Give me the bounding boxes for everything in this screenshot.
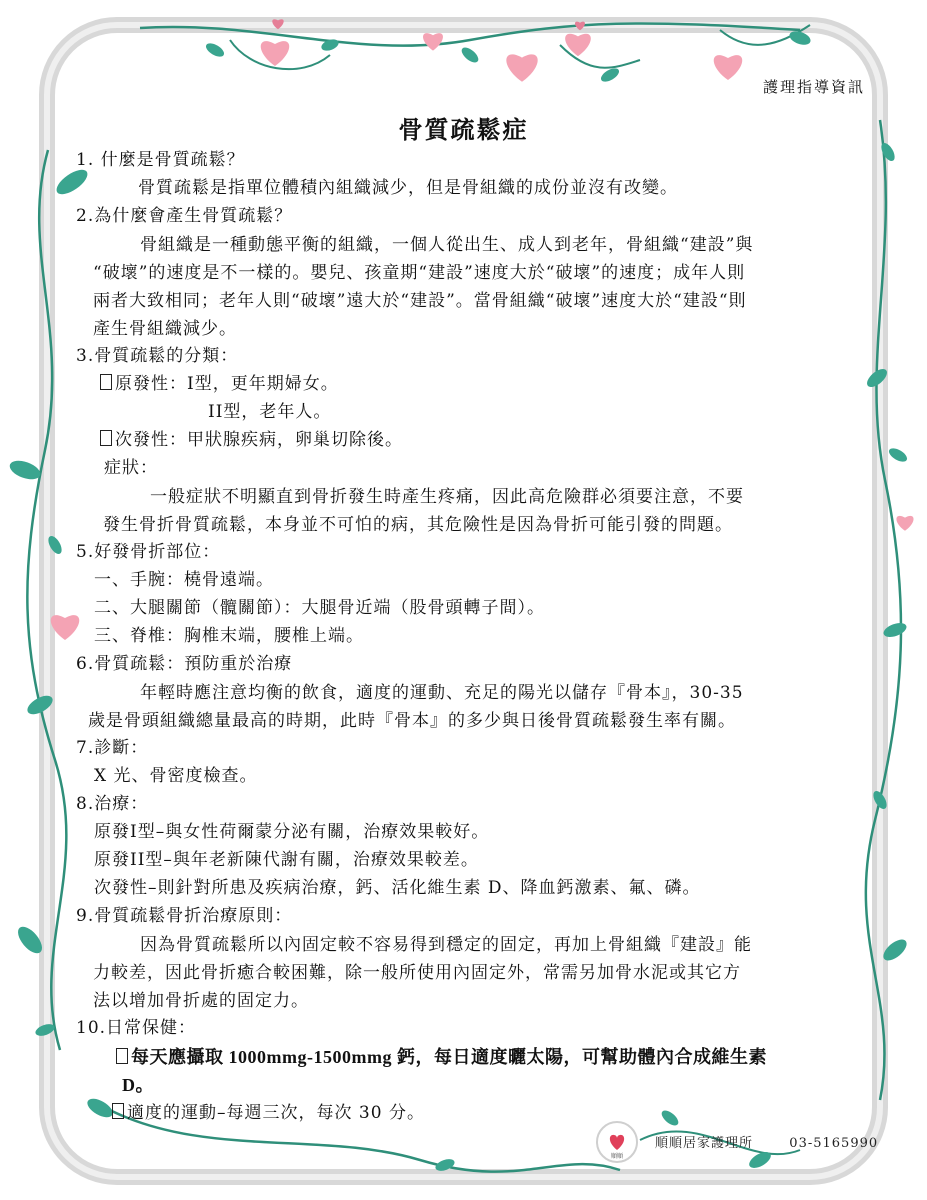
text-line xyxy=(103,511,733,539)
text-line xyxy=(76,342,238,370)
text-line-content: 症狀： xyxy=(104,458,158,478)
text-line xyxy=(76,202,292,230)
text-line xyxy=(208,398,331,426)
text-line xyxy=(122,1071,154,1099)
text-line xyxy=(93,287,747,315)
text-line xyxy=(94,818,489,846)
heart-icon xyxy=(896,516,913,531)
heart-icon xyxy=(261,41,290,66)
leaf-icon xyxy=(84,1095,115,1121)
text-line-content: X 光、骨密度檢查。 xyxy=(94,766,258,786)
text-line-content: 歲是骨頭組織總量最高的時期，此時『骨本』的多少與日後骨質疏鬆發生率有關。 xyxy=(88,711,736,731)
checkbox-glyph-icon xyxy=(100,374,112,390)
text-line-content: 一般症狀不明顯直到骨折發生時產生疼痛，因此高危險群必須要注意，不要 xyxy=(150,487,744,507)
leaf-icon xyxy=(459,45,481,66)
text-line-content: 法以增加骨折處的固定力。 xyxy=(93,991,309,1011)
text-line-content: 兩者大致相同；老年人則“破壞”遠大於“建設”。當骨組織“破壞”速度大於“建設“則 xyxy=(93,291,747,311)
text-line-content: 三、脊椎：胸椎末端，腰椎上端。 xyxy=(94,626,364,646)
text-line-content: 8.治療： xyxy=(76,794,149,814)
footer-clinic-name: 順順居家護理所 xyxy=(655,1136,754,1151)
text-line-content: 9.骨質疏鬆骨折治療原則： xyxy=(76,906,293,926)
text-line xyxy=(104,454,158,482)
leaf-icon xyxy=(659,1108,681,1129)
text-line xyxy=(140,931,752,959)
text-line-content: 二、大腿關節（髖關節）：大腿骨近端（股骨頭轉子間）。 xyxy=(94,598,545,618)
text-line xyxy=(76,902,292,930)
text-line xyxy=(94,762,258,790)
checkbox-glyph-icon xyxy=(116,1048,128,1064)
text-line xyxy=(138,174,678,202)
text-line-content: 適度的運動–每週三次，每次 30 分。 xyxy=(127,1103,425,1123)
text-line-content: D。 xyxy=(122,1075,154,1095)
heart-icon xyxy=(423,33,443,50)
text-line-content: II型，老年人。 xyxy=(208,402,332,422)
heart-icon xyxy=(714,55,743,80)
text-line-content: 原發性：I型，更年期婦女。 xyxy=(115,374,339,394)
text-line-content: 次發性–則針對所患及疾病治療，鈣、活化維生素 D、降血鈣激素、氟、磷。 xyxy=(94,878,701,898)
text-line xyxy=(93,259,745,287)
text-line xyxy=(140,679,744,707)
text-line xyxy=(76,538,220,566)
text-line xyxy=(93,315,237,343)
text-line xyxy=(100,370,339,398)
header-label: 護理指導資訊 xyxy=(762,78,865,96)
text-line xyxy=(116,1043,767,1071)
text-line-content: 2.為什麼會產生骨質疏鬆？ xyxy=(76,206,293,226)
text-line xyxy=(93,959,741,987)
text-line-content: 因為骨質疏鬆所以內固定較不容易得到穩定的固定，再加上骨組織『建設』能 xyxy=(140,935,752,955)
text-line-content: 1. 什麼是骨質疏鬆？ xyxy=(76,150,245,170)
text-line-content: 3.骨質疏鬆的分類： xyxy=(76,346,239,366)
text-line xyxy=(94,622,364,650)
text-line xyxy=(94,594,545,622)
text-line xyxy=(94,874,701,902)
text-line xyxy=(94,566,274,594)
checkbox-glyph-icon xyxy=(100,430,112,446)
heart-icon xyxy=(51,615,80,640)
text-line-content: 力較差，因此骨折癒合較困難，除一般所使用內固定外，常需另加骨水泥或其它方 xyxy=(93,963,741,983)
text-line-content: 5.好發骨折部位： xyxy=(76,542,221,562)
text-line xyxy=(76,146,245,174)
text-line xyxy=(112,1099,425,1127)
text-line xyxy=(76,790,148,818)
text-line xyxy=(140,231,753,259)
text-line xyxy=(100,426,403,454)
text-line xyxy=(88,707,736,735)
text-line xyxy=(76,734,148,762)
text-line-content: 次發性：甲狀腺疾病，卵巢切除後。 xyxy=(115,430,403,450)
leaf-icon xyxy=(7,457,43,483)
text-line-content: 原發I型–與女性荷爾蒙分泌有關，治療效果較好。 xyxy=(94,822,490,842)
heart-icon xyxy=(506,54,537,81)
svg-text:順順: 順順 xyxy=(610,1153,624,1160)
text-line-content: 一、手腕：橈骨遠端。 xyxy=(94,570,274,590)
page-title: 骨質疏鬆症 xyxy=(398,115,529,144)
text-line xyxy=(76,650,292,678)
text-line-content: 骨組織是一種動態平衡的組織，一個人從出生、成人到老年，骨組織“建設”與 xyxy=(140,235,754,255)
clinic-logo xyxy=(595,1120,639,1164)
text-line-content: “破壞”的速度是不一樣的。嬰兒、孩童期“建設”速度大於“破壞”的速度；成年人則 xyxy=(93,263,746,283)
footer-phone: 03-5165990 xyxy=(789,1136,879,1151)
leaf-icon xyxy=(887,446,909,465)
text-line-content: 10.日常保健： xyxy=(76,1018,197,1038)
leaf-icon xyxy=(204,41,226,60)
text-line xyxy=(94,846,479,874)
text-line xyxy=(76,1014,196,1042)
text-line-content: 原發II型–與年老新陳代謝有關，治療效果較差。 xyxy=(94,850,479,870)
text-line xyxy=(93,987,309,1015)
text-line-content: 年輕時應注意均衡的飲食，適度的運動、充足的陽光以儲存『骨本』，30-35 xyxy=(140,683,744,703)
text-line-content: 6.骨質疏鬆：預防重於治療 xyxy=(76,654,293,674)
footer xyxy=(655,1132,878,1151)
text-line-content: 發生骨折骨質疏鬆，本身並不可怕的病，其危險性是因為骨折可能引發的問題。 xyxy=(103,515,733,535)
text-line xyxy=(150,483,744,511)
text-line-content: 7.診斷： xyxy=(76,738,149,758)
text-line-content: 產生骨組織減少。 xyxy=(93,319,237,339)
text-line-content: 骨質疏鬆是指單位體積內組織減少，但是骨組織的成份並沒有改變。 xyxy=(138,178,678,198)
text-line-content: 每天應攝取 1000mmg-1500mmg 鈣，每日適度曬太陽，可幫助體內合成維生素 xyxy=(131,1047,767,1067)
checkbox-glyph-icon xyxy=(112,1103,124,1119)
